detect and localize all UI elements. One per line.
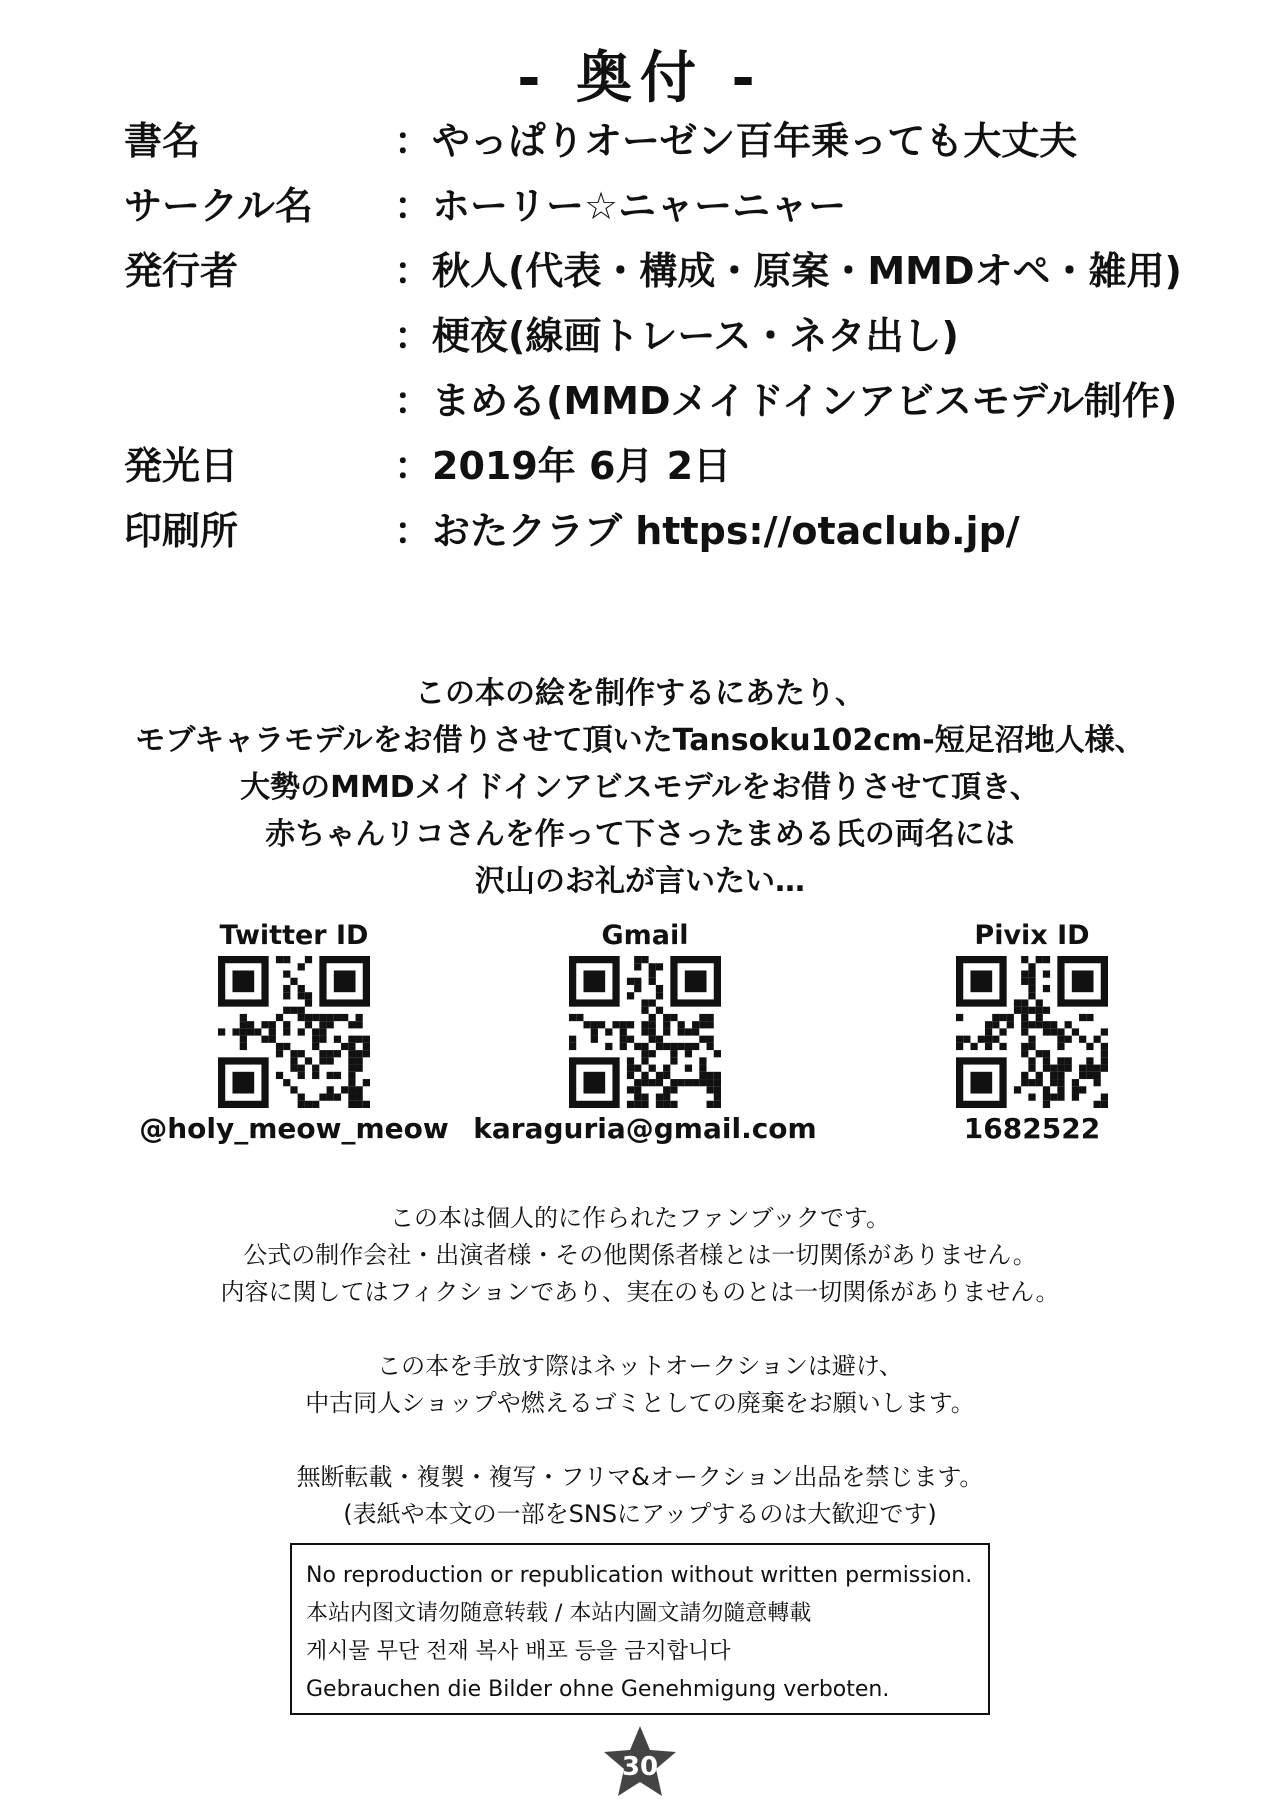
colophon-value: ：おたクラブ https://otaclub.jp/ bbox=[394, 509, 1020, 553]
colophon-label: 発光日 bbox=[124, 444, 239, 488]
disclaimer-notes bbox=[0, 1200, 1280, 1533]
colophon-label: 書名 bbox=[124, 119, 201, 163]
no-reproduction-notice bbox=[290, 1543, 990, 1715]
contact-value: @holy_meow_meow bbox=[139, 1112, 449, 1145]
note-line: 内容に関してはフィクションであり、実在のものとは一切関係がありません。 bbox=[220, 1278, 1060, 1306]
thanks-line: 大勢のMMDメイドインアビスモデルをお借りさせて頂き、 bbox=[240, 770, 1040, 805]
qr-code-icon[interactable] bbox=[956, 956, 1108, 1108]
page-number-badge bbox=[600, 1722, 680, 1802]
contact-section bbox=[0, 920, 1280, 1170]
page-number: 30 bbox=[621, 1752, 659, 1782]
contact-twitter bbox=[114, 920, 474, 1145]
colophon-label: 発行者 bbox=[124, 249, 239, 293]
colophon-value: ：2019年 6月 2日 bbox=[394, 444, 732, 488]
colophon-value: ：梗夜(線画トレース・ネタ出し) bbox=[394, 314, 959, 358]
notice-line: Gebrauchen die Bilder ohne Genehmigung verboten. bbox=[306, 1677, 890, 1702]
thanks-line: この本の絵を制作するにあたり、 bbox=[415, 676, 865, 711]
notice-line: No reproduction or republication without written permission. bbox=[306, 1563, 973, 1588]
contact-label: Gmail bbox=[601, 920, 689, 951]
colophon-value: ：まめる(MMDメイドインアビスモデル制作) bbox=[394, 379, 1178, 423]
qr-code-icon[interactable] bbox=[218, 956, 370, 1108]
thanks-message bbox=[0, 670, 1280, 905]
note-line: 中古同人ショップや燃えるゴミとしての廃棄をお願いします。 bbox=[305, 1389, 975, 1417]
contact-label: Twitter ID bbox=[219, 920, 369, 951]
contact-label: Pivix ID bbox=[974, 920, 1090, 951]
note-line: この本を手放す際はネットオークションは避け、 bbox=[377, 1352, 903, 1380]
colophon-value: ：ホーリー☆ニャーニャー bbox=[394, 184, 847, 228]
notice-line: 게시물 무단 전재 복사 배포 등을 금지합니다 bbox=[306, 1639, 731, 1664]
contact-gmail bbox=[465, 920, 825, 1145]
colophon-value: ：秋人(代表・構成・原案・MMDオペ・雑用) bbox=[394, 249, 1182, 293]
note-line: 公式の制作会社・出演者様・その他関係者様とは一切関係がありません。 bbox=[243, 1241, 1037, 1269]
notice-line: 本站内图文请勿随意转载 / 本站内圖文請勿隨意轉載 bbox=[306, 1601, 812, 1626]
colophon-label: 印刷所 bbox=[124, 509, 239, 553]
note-line: この本は個人的に作られたファンブックです。 bbox=[390, 1204, 890, 1232]
contact-value: karaguria@gmail.com bbox=[473, 1112, 817, 1145]
colophon-value: ：やっぱりオーゼン百年乗っても大丈夫 bbox=[394, 119, 1078, 163]
contact-pixiv bbox=[852, 920, 1212, 1145]
thanks-line: モブキャラモデルをお借りさせて頂いたTansoku102cm-短足沼地人様、 bbox=[135, 723, 1145, 758]
qr-code-icon[interactable] bbox=[569, 956, 721, 1108]
thanks-line: 沢山のお礼が言いたい… bbox=[475, 864, 805, 899]
contact-value: 1682522 bbox=[963, 1112, 1101, 1145]
note-line: (表紙や本文の一部をSNSにアップするのは大歓迎です) bbox=[343, 1500, 937, 1528]
page-title: - 奥付 - bbox=[517, 46, 763, 111]
colophon-label: サークル名 bbox=[124, 184, 313, 228]
thanks-line: 赤ちゃんリコさんを作って下さったまめる氏の両名には bbox=[265, 817, 1015, 852]
note-line: 無断転載・複製・複写・フリマ&オークション出品を禁じます。 bbox=[296, 1463, 984, 1491]
